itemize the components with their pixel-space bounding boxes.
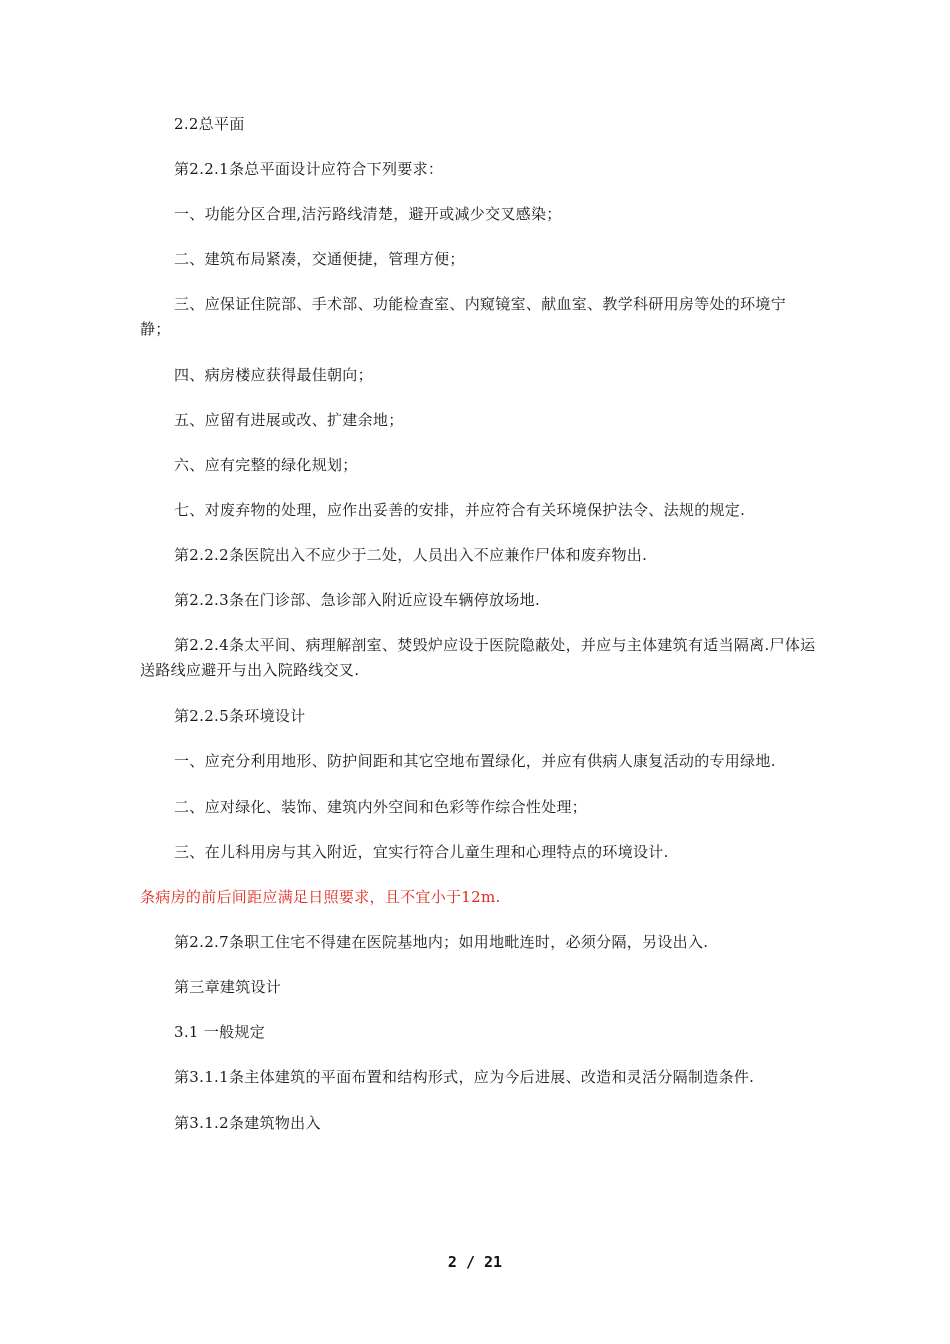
list-item: 三、在儿科用房与其入附近，宜实行符合儿童生理和心理特点的环境设计. bbox=[174, 843, 669, 861]
clause-paragraph: 第2.2.7条职工住宅不得建在医院基地内；如用地毗连时，必须分隔，另设出入. bbox=[174, 933, 709, 951]
clause-paragraph: 第3.1.1条主体建筑的平面布置和结构形式，应为今后进展、改造和灵活分隔制造条件. bbox=[174, 1068, 755, 1086]
list-item: 二、建筑布局紧凑，交通便捷，管理方便； bbox=[174, 250, 465, 268]
section-heading: 3.1 一般规定 bbox=[174, 1023, 266, 1041]
clause-paragraph: 第2.2.5条环境设计 bbox=[174, 707, 306, 725]
highlighted-clause: 条病房的前后间距应满足日照要求，且不宜小于12m. bbox=[140, 888, 501, 906]
section-heading: 2.2总平面 bbox=[174, 115, 245, 133]
page-number: 2 / 21 bbox=[447, 1253, 503, 1271]
chapter-heading: 第三章建筑设计 bbox=[174, 978, 282, 996]
clause-paragraph: 第3.1.2条建筑物出入 bbox=[174, 1114, 321, 1132]
list-item: 七、对废弃物的处理，应作出妥善的安排，并应符合有关环境保护法令、法规的规定. bbox=[174, 501, 746, 519]
clause-paragraph: 第2.2.4条太平间、病理解剖室、焚毁炉应设于医院隐蔽处，并应与主体建筑有适当隔离.尸体运送路线应避开与出入院路线交叉. bbox=[140, 636, 816, 679]
list-item: 一、应充分利用地形、防护间距和其它空地布置绿化，并应有供病人康复活动的专用绿地. bbox=[174, 752, 776, 770]
list-item: 六、应有完整的绿化规划； bbox=[174, 456, 358, 474]
clause-paragraph: 第2.2.1条总平面设计应符合下列要求： bbox=[174, 160, 444, 178]
list-item: 四、病房楼应获得最佳朝向； bbox=[174, 366, 373, 384]
clause-paragraph: 第2.2.2条医院出入不应少于二处，人员出入不应兼作尸体和废弃物出. bbox=[174, 546, 648, 564]
document-body bbox=[140, 112, 816, 1156]
list-item: 五、应留有进展或改、扩建余地； bbox=[174, 411, 404, 429]
list-item: 二、应对绿化、装饰、建筑内外空间和色彩等作综合性处理； bbox=[174, 798, 588, 816]
list-item: 一、功能分区合理,洁污路线清楚，避开或减少交叉感染； bbox=[174, 205, 562, 223]
clause-paragraph: 第2.2.3条在门诊部、急诊部入附近应设车辆停放场地. bbox=[174, 591, 541, 609]
list-item: 三、应保证住院部、手术部、功能检查室、内窥镜室、献血室、教学科研用房等处的环境宁静； bbox=[140, 295, 787, 338]
